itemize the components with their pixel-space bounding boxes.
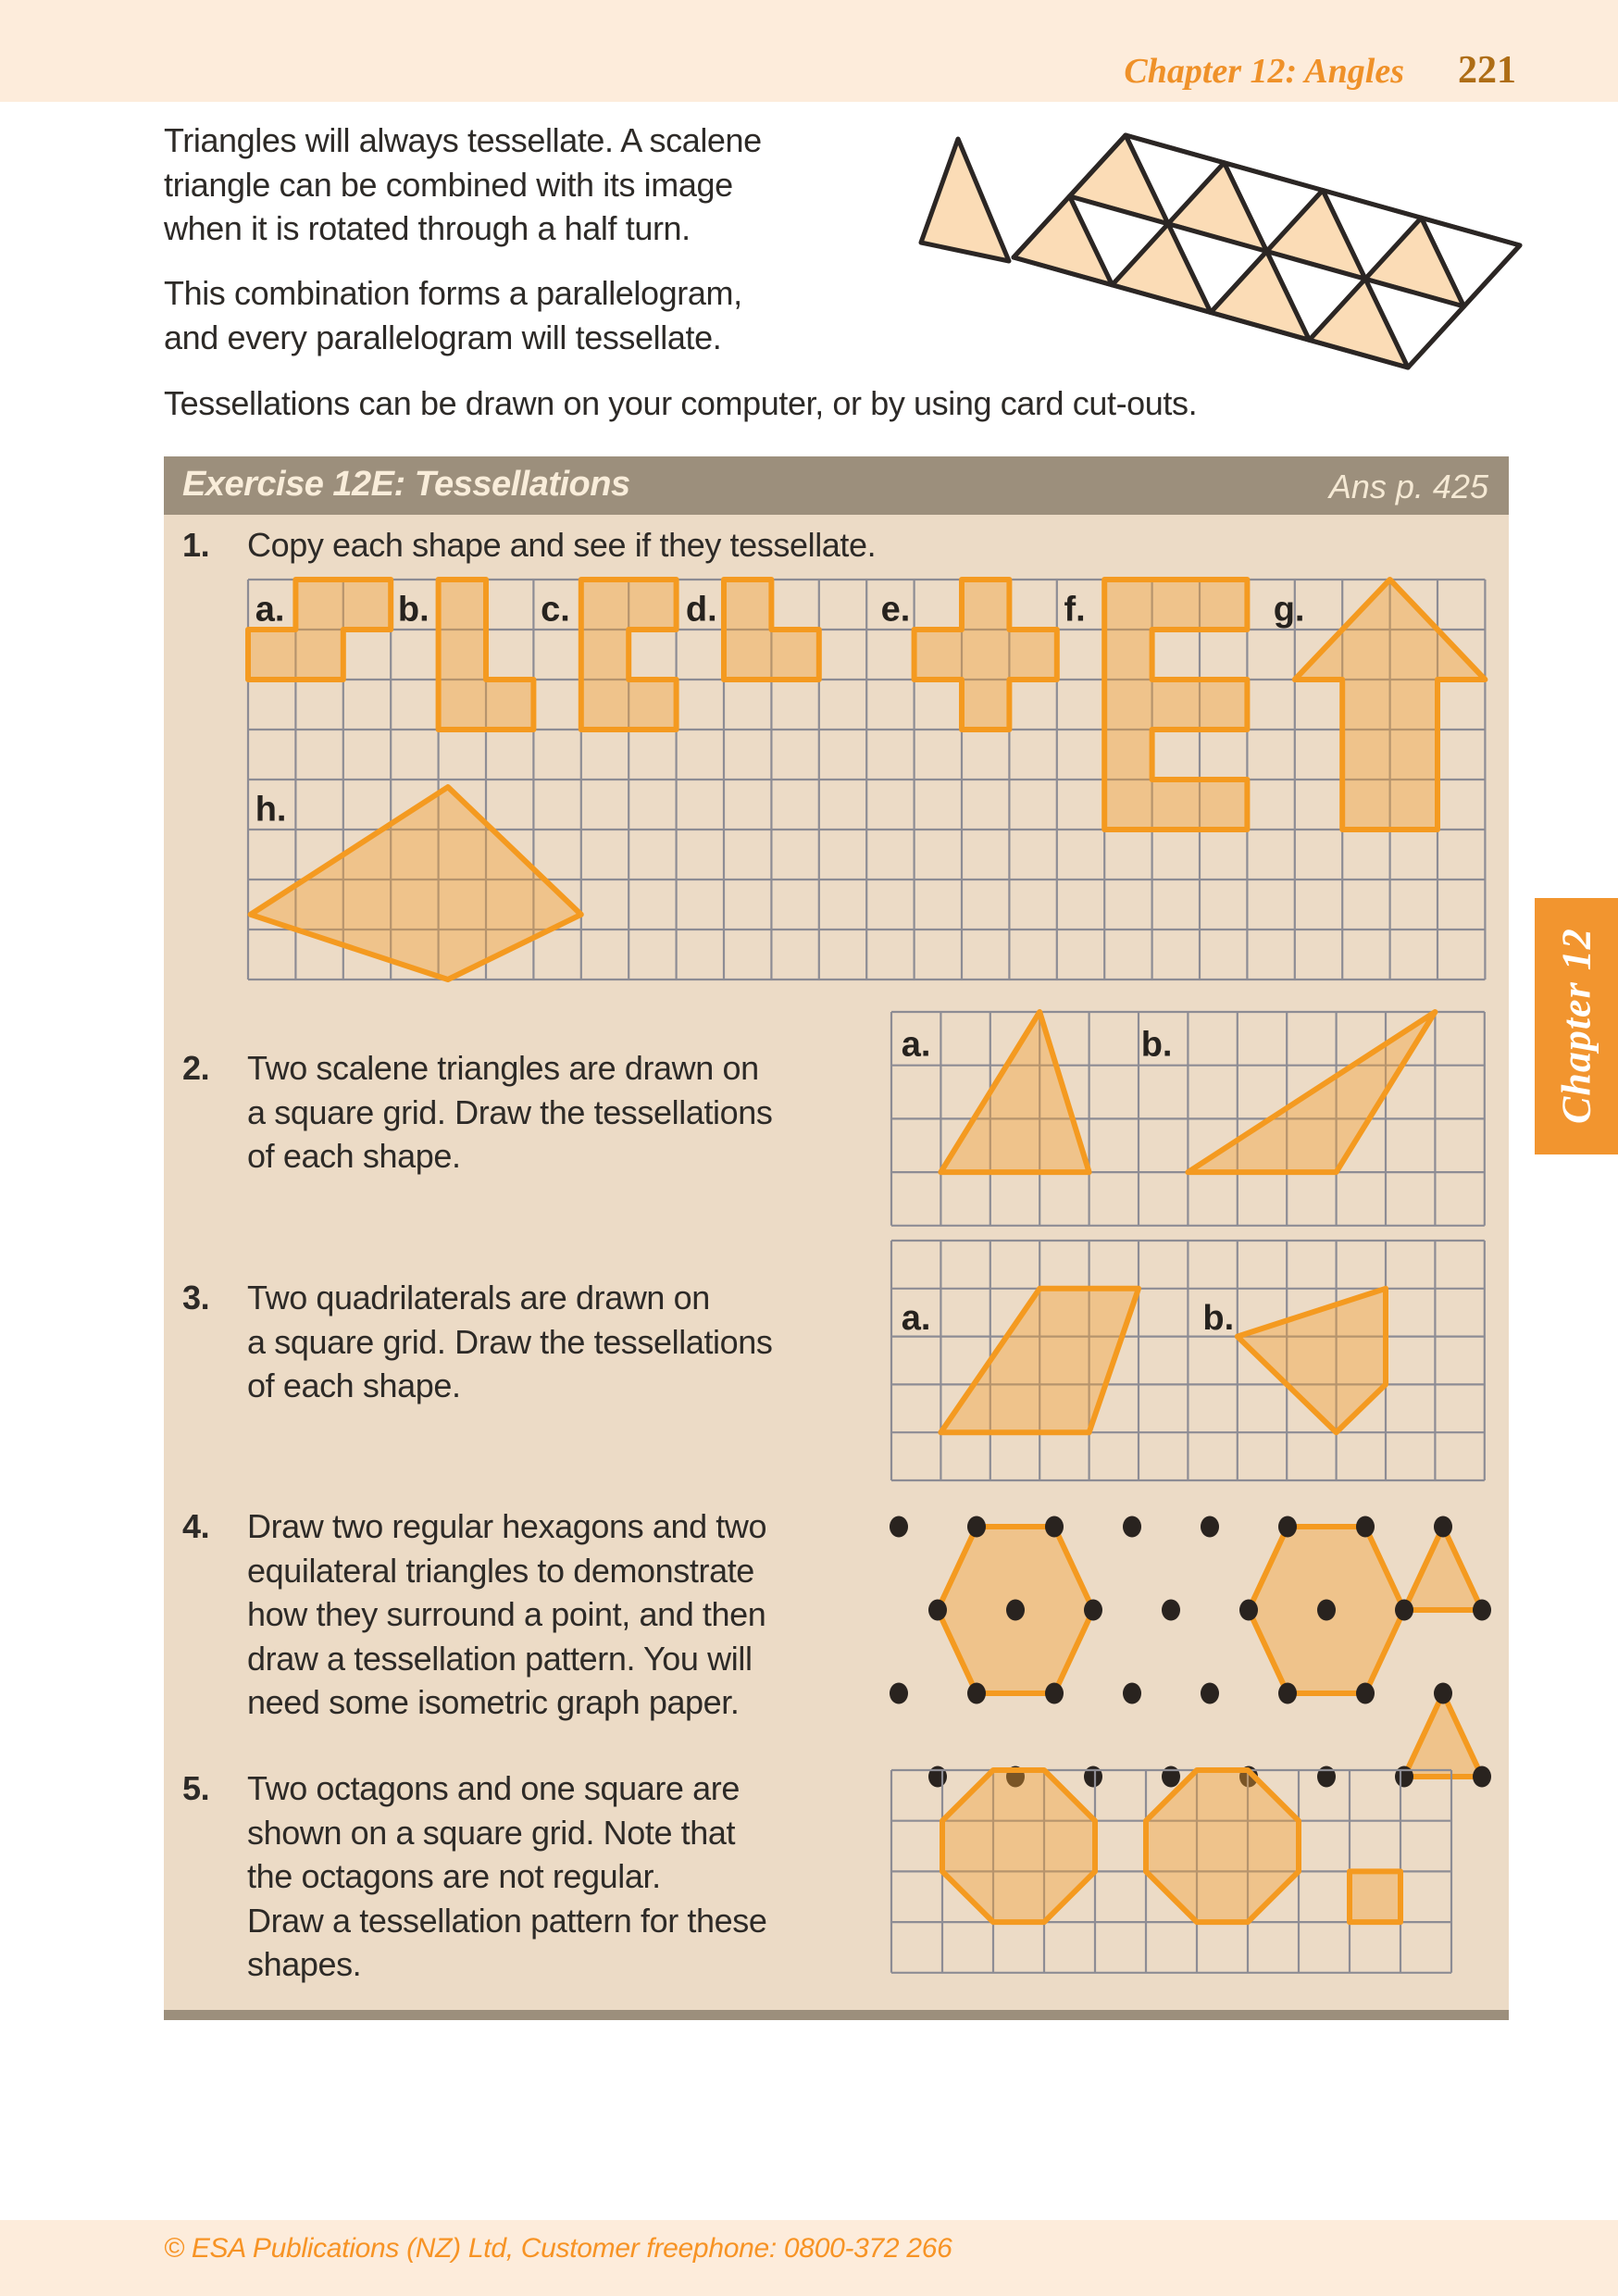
svg-text:e.: e. bbox=[880, 590, 911, 630]
question-line: a square grid. Draw the tessellations bbox=[247, 1322, 773, 1361]
question-1 bbox=[182, 523, 876, 568]
question-number: 3. bbox=[182, 1279, 210, 1316]
question-5 bbox=[182, 1766, 767, 1987]
chapter-tab bbox=[1535, 898, 1618, 1154]
question-line: need some isometric graph paper. bbox=[247, 1683, 740, 1721]
svg-text:h.: h. bbox=[255, 790, 287, 830]
q1-grid-figure bbox=[244, 576, 1488, 983]
svg-text:d.: d. bbox=[685, 590, 717, 630]
svg-text:c.: c. bbox=[541, 590, 570, 630]
exercise-box bbox=[164, 456, 1509, 2020]
page-header bbox=[1124, 48, 1516, 93]
footer-text: © ESA Publications (NZ) Ltd, Customer freephone: 0800-372 266 bbox=[164, 2233, 952, 2264]
intro-line: Triangles will always tessellate. A scalene bbox=[164, 121, 762, 159]
question-line: shapes. bbox=[247, 1945, 362, 1983]
question-line: a square grid. Draw the tessellations bbox=[247, 1092, 773, 1131]
question-line: shown on a square grid. Note that bbox=[247, 1813, 736, 1852]
exercise-title: Exercise 12E: Tessellations bbox=[182, 465, 630, 504]
q3-grid-figure bbox=[888, 1237, 1488, 1484]
question-number: 5. bbox=[182, 1769, 210, 1807]
footer-strip bbox=[0, 2220, 1618, 2296]
intro-line: triangle can be combined with its image bbox=[164, 165, 733, 204]
svg-text:a.: a. bbox=[901, 1025, 931, 1065]
intro-line: This combination forms a parallelogram, bbox=[164, 274, 742, 312]
svg-text:b.: b. bbox=[397, 590, 429, 630]
isometric-dots-figure bbox=[884, 1512, 1497, 1791]
question-4 bbox=[182, 1504, 766, 1725]
exercise-bottom-bar bbox=[164, 2010, 1509, 2020]
svg-text:b.: b. bbox=[1140, 1025, 1173, 1065]
intro-line: and every parallelogram will tessellate. bbox=[164, 318, 722, 356]
triangle-tessellation-figure bbox=[879, 88, 1527, 393]
question-line: of each shape. bbox=[247, 1366, 461, 1404]
svg-text:a.: a. bbox=[255, 590, 285, 630]
intro-line: when it is rotated through a half turn. bbox=[164, 209, 691, 247]
question-line: Draw two regular hexagons and two bbox=[247, 1507, 767, 1545]
question-line: Copy each shape and see if they tessellate. bbox=[247, 526, 877, 564]
exercise-answer-ref: Ans p. 425 bbox=[1328, 468, 1488, 505]
q2-grid-figure bbox=[888, 1008, 1488, 1229]
question-line: draw a tessellation pattern. You will bbox=[247, 1639, 753, 1678]
chapter-tab-label: Chapter 12 bbox=[1553, 928, 1599, 1125]
svg-text:a.: a. bbox=[901, 1298, 931, 1338]
question-number: 1. bbox=[182, 526, 210, 564]
intro-line: Tessellations can be drawn on your computer, or by using card cut-outs. bbox=[164, 384, 1198, 422]
svg-text:f.: f. bbox=[1064, 590, 1086, 630]
question-line: of each shape. bbox=[247, 1137, 461, 1175]
question-line: Two scalene triangles are drawn on bbox=[247, 1049, 759, 1087]
question-line: Two quadrilaterals are drawn on bbox=[247, 1279, 710, 1316]
question-3 bbox=[182, 1276, 773, 1408]
svg-text:g.: g. bbox=[1273, 590, 1305, 630]
page-number: 221 bbox=[1458, 49, 1516, 92]
q5-grid-figure bbox=[888, 1766, 1455, 1977]
question-line: equilateral triangles to demonstrate bbox=[247, 1551, 754, 1590]
question-2 bbox=[182, 1046, 773, 1179]
question-line: Two octagons and one square are bbox=[247, 1769, 740, 1807]
question-line: Draw a tessellation pattern for these bbox=[247, 1901, 767, 1940]
question-number: 4. bbox=[182, 1507, 210, 1545]
intro-paragraph-2 bbox=[164, 271, 742, 359]
header-strip bbox=[0, 0, 1618, 102]
question-line: the octagons are not regular. bbox=[247, 1857, 661, 1895]
exercise-header-bar bbox=[164, 456, 1509, 515]
chapter-heading: Chapter 12: Angles bbox=[1124, 52, 1404, 91]
svg-text:b.: b. bbox=[1202, 1298, 1235, 1338]
question-number: 2. bbox=[182, 1049, 210, 1087]
intro-paragraph-1 bbox=[164, 119, 762, 251]
question-line: how they surround a point, and then bbox=[247, 1595, 766, 1633]
